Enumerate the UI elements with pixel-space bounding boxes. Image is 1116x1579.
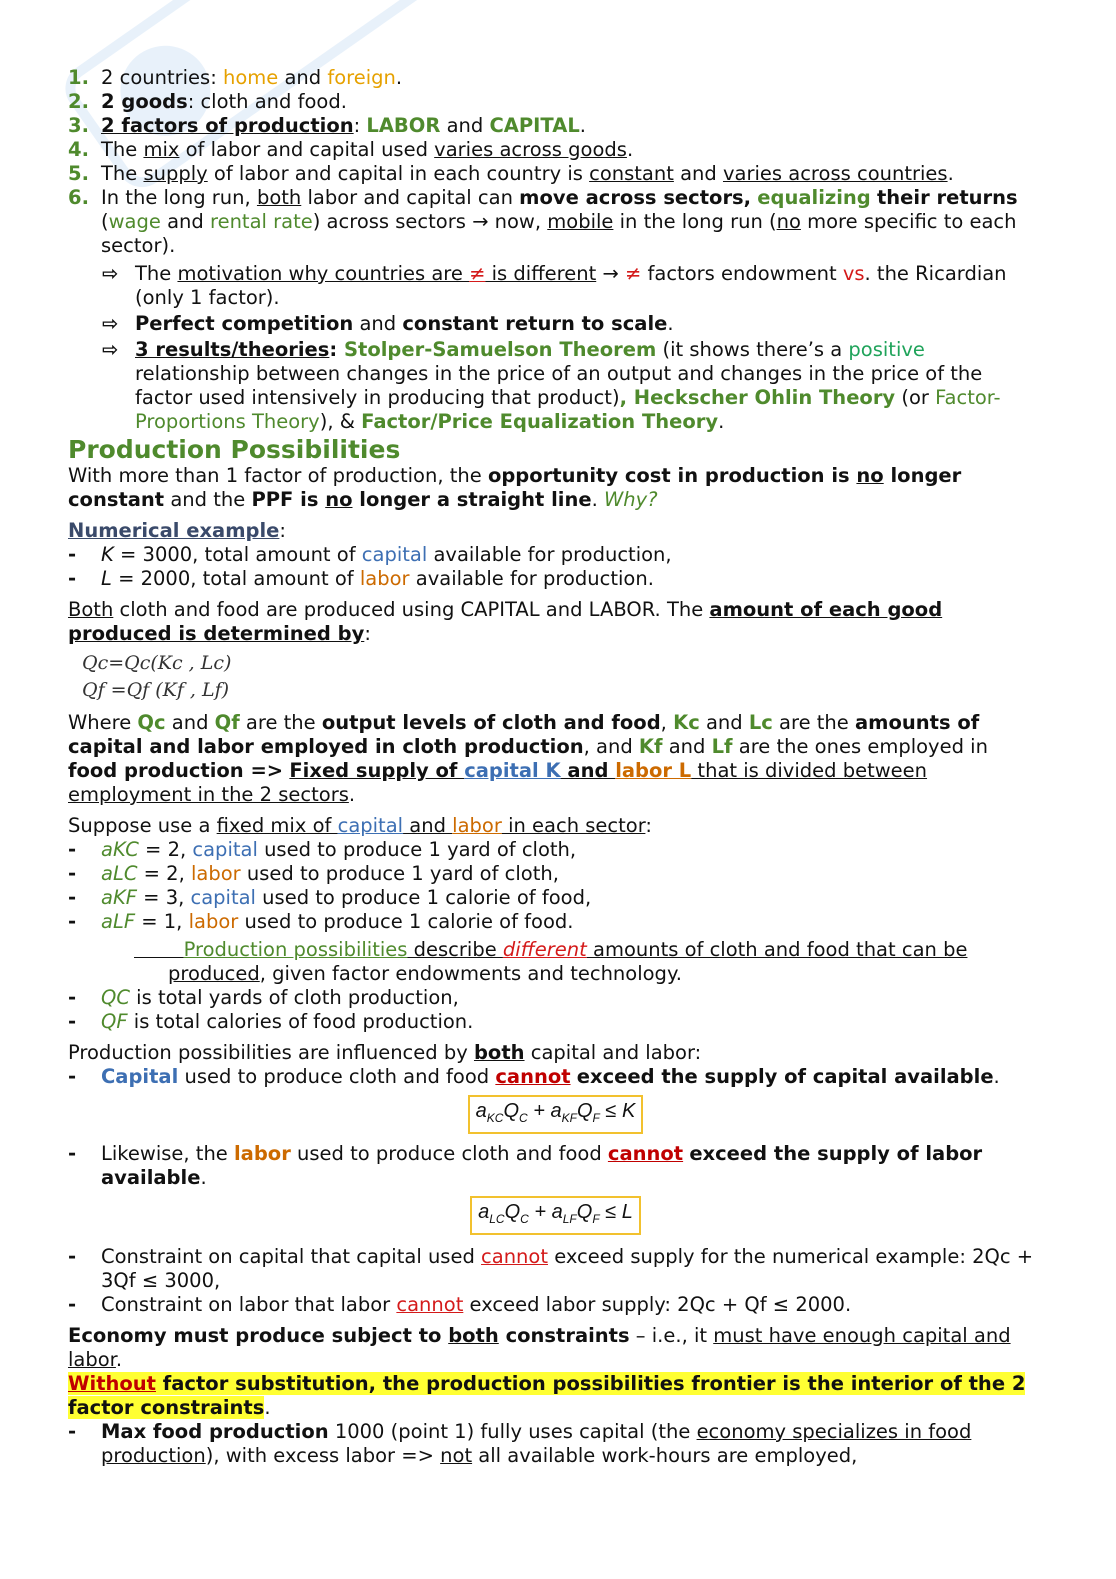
list-item: 6. In the long run, both labor and capital can move across sectors, equalizing their returns (wage and rental rate) across sectors → now, mobile in the long run (no more specific to each sector).: [68, 186, 1018, 257]
list-item: - Likewise, the labor used to produce cloth and food cannot exceed the supply of labor available.: [68, 1142, 983, 1189]
numbered-list: [68, 66, 1043, 258]
food-production-formula: Qf =Qf (Kf , Lf): [82, 679, 230, 701]
list-item: - Constraint on labor that labor cannot exceed labor supply: 2Qc + Qf ≤ 2000.: [68, 1293, 852, 1316]
intro-paragraph: With more than 1 factor of production, the opportunity cost in production is no longer constant and the PPF is no longer a straight line. Why?: [68, 464, 962, 511]
numeric-constraint-list: [68, 1245, 1043, 1317]
cloth-production-formula: Qc=Qc(Kc , Lc): [82, 652, 232, 674]
arrow-list: [68, 262, 1043, 434]
max-food-list: [68, 1420, 1043, 1468]
list-item: 3. 2 factors of production: LABOR and CAPITAL.: [68, 114, 586, 137]
highlighted-statement: Without factor substitution, the production possibilities frontier is the interior of the 2 factor constraints.: [68, 1372, 1026, 1419]
resource-list: [68, 543, 1043, 591]
arrow-icon: ⇨: [102, 262, 119, 285]
list-item: - QC is total yards of cloth production,: [68, 986, 459, 1009]
list-item: 2. 2 goods: cloth and food.: [68, 90, 347, 113]
list-item: 1. 2 countries: home and foreign.: [68, 66, 403, 89]
production-possibilities-note: Production possibilities describe different amounts of cloth and food that can be produced, given factor endowments and technology.: [168, 938, 968, 985]
capital-inequality: [68, 1095, 1043, 1134]
labor-inequality: [68, 1196, 1043, 1235]
arrow-icon: ⇨: [102, 338, 119, 361]
both-paragraph: Both cloth and food are produced using CAPITAL and LABOR. The amount of each good produced is determined by:: [68, 598, 943, 645]
list-item: - Constraint on capital that capital used cannot exceed supply for the numerical example: 2Qc + 3Qf ≤ 3000,: [68, 1245, 1034, 1292]
capital-constraint-formula: $a_{KC}Q_C + a_{KF}Q_F \le K$: [468, 1095, 644, 1134]
list-item: - aKF = 3, capital used to produce 1 calorie of food,: [68, 886, 592, 909]
influenced-paragraph: Production possibilities are influenced by both capital and labor:: [68, 1041, 702, 1064]
list-item: ⇨ 3 results/theories: Stolper-Samuelson Theorem (it shows there’s a positive relationship between changes in the price of an output and changes in the price of the factor used intensively in producing that product), Heckscher Ohlin Theory (or Factor-Proportions Theory), & Factor/Price Equalization Theory.: [102, 338, 1001, 433]
where-paragraph: Where Qc and Qf are the output levels of cloth and food, Kc and Lc are the amounts of capital and labor employed in cloth production, and Kf and Lf are the ones employed in food production => Fixed supply of capital K and labor L that is divided between employment in the 2 sectors.: [68, 711, 988, 806]
list-item: - aLC = 2, labor used to produce 1 yard of cloth,: [68, 862, 559, 885]
list-item: 4. The mix of labor and capital used varies across goods.: [68, 138, 634, 161]
list-item: - L = 2000, total amount of labor available for production.: [68, 567, 654, 590]
economy-paragraph: Economy must produce subject to both constraints – i.e., it must have enough capital and labor.: [68, 1324, 1011, 1371]
list-item: - Capital used to produce cloth and food cannot exceed the supply of capital available.: [68, 1065, 1000, 1088]
coefficient-list: [68, 838, 1043, 934]
capital-constraint-list: [68, 1065, 1043, 1089]
list-item: ⇨ Perfect competition and constant return to scale.: [102, 312, 674, 335]
list-item: 5. The supply of labor and capital in each country is constant and varies across countries.: [68, 162, 954, 185]
suppose-paragraph: Suppose use a fixed mix of capital and labor in each sector:: [68, 814, 652, 837]
labor-constraint-formula: $a_{LC}Q_C + a_{LF}Q_F \le L$: [470, 1196, 641, 1235]
list-item: - Max food production 1000 (point 1) fully uses capital (the economy specializes in food production), with excess labor => not all available work-hours are employed,: [68, 1420, 972, 1467]
list-item: - aKC = 2, capital used to produce 1 yard of cloth,: [68, 838, 577, 861]
labor-constraint-list: [68, 1142, 1043, 1190]
list-item: ⇨ The motivation why countries are ≠ is different → ≠ factors endowment vs. the Ricardian (only 1 factor).: [102, 262, 1007, 309]
arrow-icon: ⇨: [102, 312, 119, 335]
list-item: - aLF = 1, labor used to produce 1 calorie of food.: [68, 910, 574, 933]
production-functions: [82, 650, 1043, 704]
quantity-list: [68, 986, 1043, 1034]
numerical-example-title: Numerical example:: [68, 519, 286, 542]
list-item: - K = 3000, total amount of capital available for production,: [68, 543, 672, 566]
document-page: [68, 66, 1043, 1468]
section-heading: Production Possibilities: [68, 435, 401, 464]
list-item: - QF is total calories of food production.: [68, 1010, 474, 1033]
